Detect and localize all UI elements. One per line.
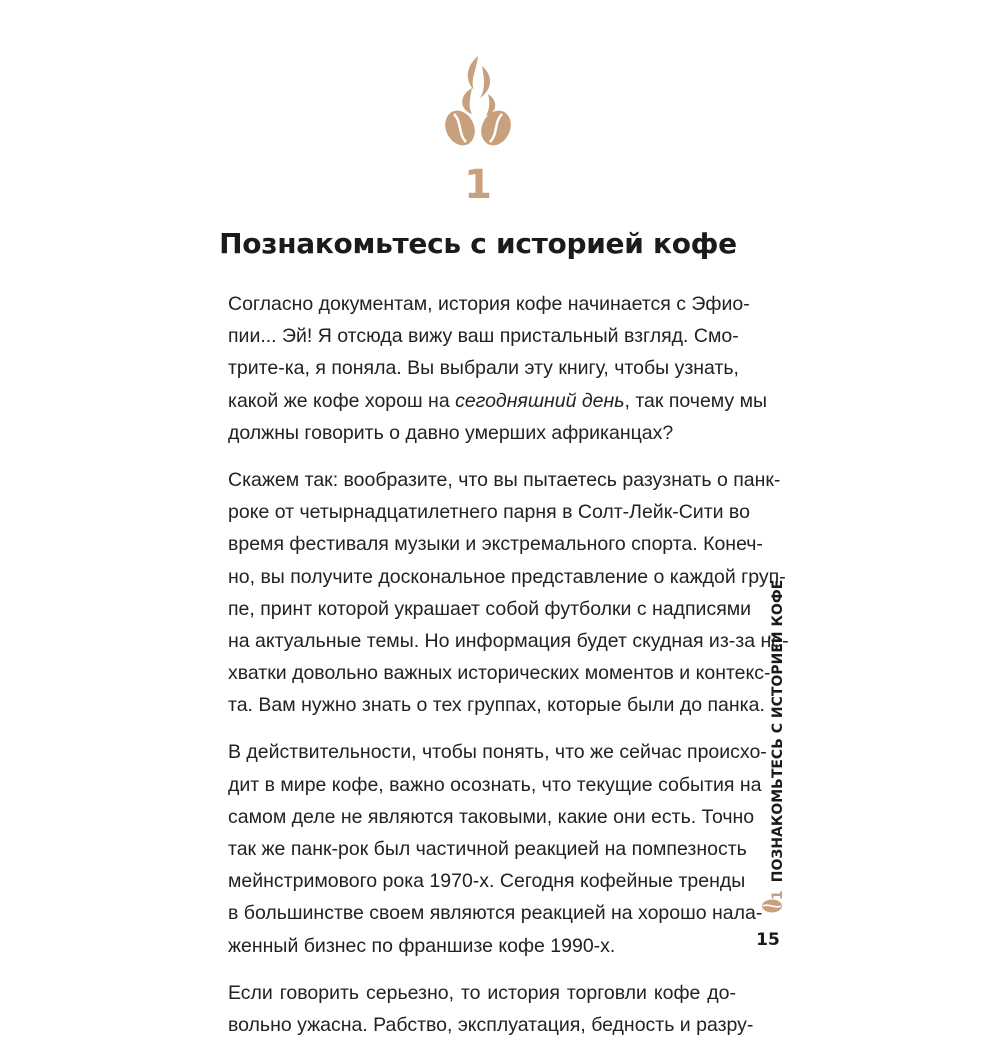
text-line: пии... Эй! Я отсюда вижу ваш пристальный взгляд. Смо- (228, 325, 739, 348)
running-head-number: 1 (770, 890, 786, 900)
page-number: 15 (756, 930, 780, 950)
text-line: дит в мире кофе, важно осознать, что текущие события на (228, 773, 762, 796)
text-line: должны говорить о давно умерших африканцах? (228, 421, 674, 444)
text-run: какой же кофе хорош на (228, 389, 456, 412)
text-line: но, вы получите доскональное представление о каждой груп- (228, 565, 786, 588)
text-line: пе, принт которой украшает собой футболки с надписями (228, 597, 752, 620)
text-line: Скажем так: вообразите, что вы пытаетесь разузнать о панк- (228, 468, 781, 491)
running-head (748, 579, 788, 915)
text-line: в большинстве своем являются реакцией на хорошо нала- (228, 902, 763, 925)
text-line: женный бизнес по франшизе кофе 1990-х. (228, 934, 616, 957)
coffee-flame-beans-icon (436, 52, 520, 148)
text-line: Если говорить серьезно, то история торговли кофе до- (228, 981, 736, 1004)
text-line: время фестиваля музыки и экстремального спорта. Конеч- (228, 533, 763, 556)
text-line: мейнстримового рока 1970-х. Сегодня кофейные тренды (228, 870, 746, 893)
text-line-mixed (228, 385, 768, 417)
emphasis-text: сегодняшний день (455, 389, 625, 412)
running-head-label (758, 579, 798, 900)
chapter-title: Познакомьтесь с историей кофе (219, 227, 737, 260)
paragraph (228, 288, 768, 449)
text-line: В действительности, чтобы понять, что же сейчас происхо- (228, 741, 767, 764)
text-line: та. Вам нужно знать о тех группах, которые были до панка. (228, 694, 765, 717)
running-head-title: ПОЗНАКОМЬТЕСЬ С ИСТОРИЕЙ КОФЕ (770, 579, 786, 883)
text-line: на актуальные темы. Но информация будет скудная из-за не- (228, 629, 789, 652)
text-line: Согласно документам, история кофе начинается с Эфио- (228, 293, 750, 315)
text-line: так же панк-рок был частичной реакцией на помпезность (228, 838, 747, 860)
text-line: хватки довольно важных исторических моментов и контекс- (228, 662, 771, 685)
text-line: трите-ка, я поняла. Вы выбрали эту книгу, чтобы узнать, (228, 357, 739, 380)
paragraph (228, 977, 754, 1041)
text-run: , так почему мы (624, 389, 768, 412)
text-line: самом деле не являются таковыми, какие они есть. Точно (228, 805, 755, 828)
paragraph (228, 736, 767, 961)
paragraph (228, 464, 789, 722)
text-line: вольно ужасна. Рабство, эксплуатация, бедность и разру- (228, 1013, 754, 1036)
text-line: роке от четырнадцатилетнего парня в Солт-Лейк-Сити во (228, 501, 750, 524)
chapter-number: 1 (464, 162, 492, 208)
coffee-bean-icon (760, 898, 784, 914)
